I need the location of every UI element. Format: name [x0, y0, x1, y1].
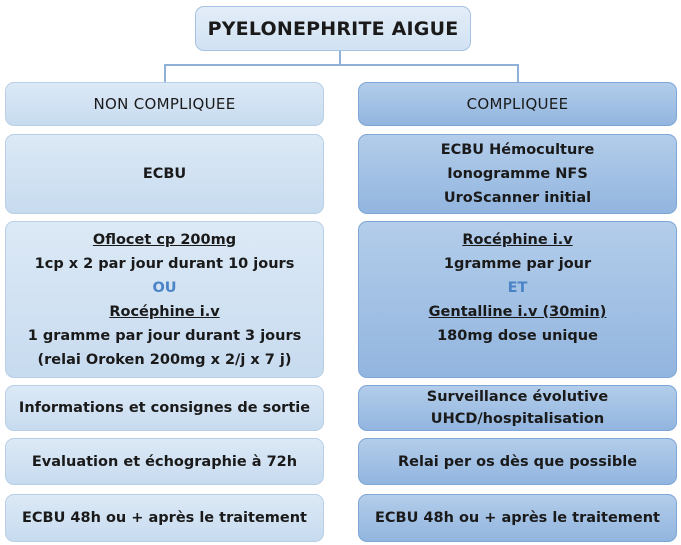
right-dose1: 1gramme par jour: [443, 256, 592, 272]
right-exam-line1: ECBU Hémoculture: [440, 142, 595, 158]
left-connector-or: OU: [152, 279, 177, 296]
right-treatment-box: [358, 221, 677, 378]
left-exam-label: ECBU: [142, 166, 187, 182]
left-step5-label: Evaluation et échographie à 72h: [31, 453, 298, 470]
left-step6-box: [5, 494, 324, 542]
right-step4-box: [358, 385, 677, 431]
title-box: [195, 6, 471, 51]
left-relay: (relai Oroken 200mg x 2/j x 7 j): [37, 351, 292, 368]
left-treatment-box: [5, 221, 324, 378]
connector-title-stem: [339, 50, 341, 65]
right-header-box: [358, 82, 677, 126]
right-step4-line2: UHCD/hospitalisation: [430, 411, 605, 427]
right-dose2: 180mg dose unique: [437, 328, 598, 344]
connector-left-drop: [164, 64, 166, 82]
right-exam-line3: UroScanner initial: [443, 190, 592, 206]
right-drug1: Rocéphine i.v: [462, 232, 573, 248]
right-step5-box: [358, 438, 677, 485]
connector-horizontal: [165, 64, 518, 66]
right-header-label: COMPLIQUEE: [466, 95, 569, 113]
left-step4-label: Informations et consignes de sortie: [18, 400, 311, 416]
right-step5-label: Relai per os dès que possible: [397, 453, 638, 470]
right-connector-et: ET: [507, 280, 528, 296]
left-header-box: [5, 82, 324, 126]
left-exam-box: [5, 134, 324, 214]
left-dose2: 1 gramme par jour durant 3 jours: [27, 327, 302, 344]
connector-right-drop: [517, 64, 519, 82]
right-step6-label: ECBU 48h ou + après le traitement: [375, 510, 660, 526]
left-step6-label: ECBU 48h ou + après le traitement: [22, 510, 307, 526]
page-title: PYELONEPHRITE AIGUE: [207, 17, 459, 40]
right-drug2: Gentalline i.v (30min): [428, 304, 607, 320]
left-dose1: 1cp x 2 par jour durant 10 jours: [34, 255, 295, 272]
right-step4-line1: Surveillance évolutive: [426, 389, 609, 405]
right-exam-box: [358, 134, 677, 214]
left-step5-box: [5, 438, 324, 485]
left-header-label: NON COMPLIQUEE: [93, 95, 236, 113]
left-drug2: Rocéphine i.v: [109, 303, 220, 320]
left-drug1: Oflocet cp 200mg: [92, 231, 237, 248]
right-step6-box: [358, 494, 677, 542]
right-exam-line2: Ionogramme NFS: [447, 166, 588, 182]
left-step4-box: [5, 385, 324, 431]
